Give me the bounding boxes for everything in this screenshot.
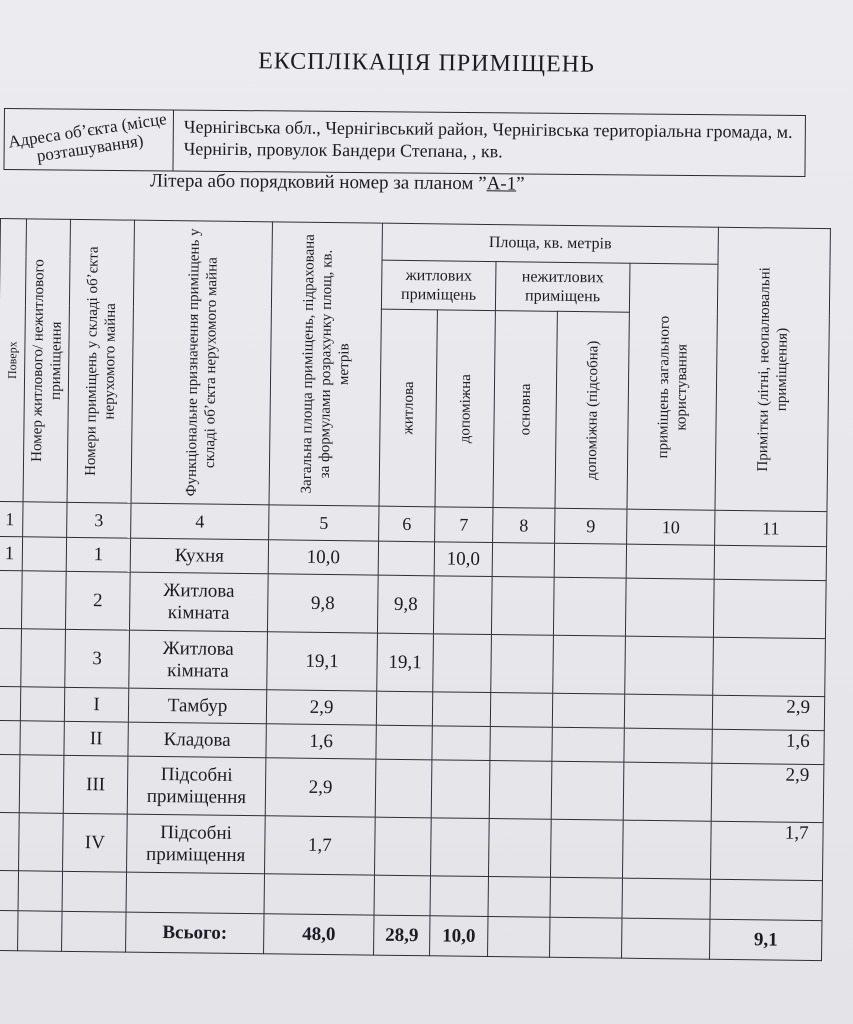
cell-purpose: Кладова (128, 722, 266, 758)
cell-total-area: 2,9 (266, 690, 376, 725)
cell-notes: 1,7 (711, 821, 824, 880)
cell-common (626, 544, 714, 579)
cell-room-no: I (64, 687, 128, 722)
header-notes: Примітки (літні, неопалювальні приміщення) (715, 227, 830, 511)
cell-room-no: 2 (65, 571, 130, 630)
cell-total-area: 9,8 (267, 574, 378, 633)
column-number: 7 (435, 507, 493, 543)
cell-living: 19,1 (377, 633, 434, 692)
cell-main (490, 693, 552, 728)
cell-main (490, 727, 552, 762)
header-common: приміщень загального користування (627, 263, 718, 510)
column-number: 11 (715, 510, 827, 546)
header-area-group: Площа, кв. метрів (382, 223, 718, 264)
cell-common (625, 636, 714, 695)
cell-total-area: 19,1 (267, 632, 378, 691)
cell-main (488, 877, 550, 918)
cell-utility (550, 819, 623, 878)
cell-main (491, 635, 554, 694)
cell-room-no: II (64, 721, 128, 756)
header-residential: житлових приміщень (381, 260, 496, 310)
column-number: 9 (555, 508, 627, 544)
cell-common (625, 578, 714, 637)
cell-aux (432, 726, 490, 761)
cell-notes: 2,9 (711, 763, 824, 822)
totals-empty (550, 917, 622, 958)
totals-notes: 9,1 (710, 919, 822, 960)
header-purpose: Функціональне призначення приміщень у складі об’єкта нерухомого майна (131, 220, 272, 505)
totals-aux: 10,0 (430, 916, 488, 957)
cell-unit (20, 687, 64, 722)
cell-unit (18, 871, 62, 912)
cell-common (624, 694, 712, 729)
cell-aux (430, 876, 488, 917)
address-label-cell (4, 109, 174, 170)
cell-floor (0, 754, 20, 812)
cell-utility (553, 635, 626, 694)
totals-empty (62, 911, 126, 952)
cell-aux (431, 760, 490, 819)
table-body (0, 536, 827, 920)
cell-main (492, 543, 554, 578)
header-unit-no: Номер житлового/ нежитлового приміщення (23, 219, 70, 503)
table-row (0, 570, 826, 638)
cell-floor: 1 (0, 536, 23, 570)
cell-unit (19, 755, 64, 814)
cell-floor (0, 570, 22, 628)
cell-floor (0, 812, 19, 870)
column-number: 6 (379, 506, 435, 542)
cell-notes: 2,9 (712, 695, 824, 730)
cell-living (376, 725, 432, 760)
cell-floor (0, 628, 21, 686)
cell-room-no: III (63, 755, 128, 814)
cell-room-no: 1 (66, 537, 130, 572)
cell-aux (433, 634, 492, 693)
cell-common (622, 820, 711, 879)
cell-purpose: Підсобні приміщення (127, 814, 266, 874)
cell-purpose: Тамбур (128, 688, 266, 724)
header-auxiliary: допоміжна (435, 310, 495, 508)
header-floor: Поверх (0, 219, 26, 502)
cell-common (623, 762, 712, 821)
cell-purpose: Житлова кімната (129, 572, 268, 632)
cell-living: 9,8 (377, 575, 434, 634)
explication-table (0, 218, 831, 961)
header-aux-utility: допоміжна (підсобна) (555, 311, 629, 509)
address-value: Чернігівська обл., Чернігівський район, Чернігівська територіальна громада, м. Чернігів, провулок Бандери Степана, , кв. (183, 116, 793, 162)
cell-living (375, 759, 432, 818)
cell-living (378, 541, 434, 576)
cell-utility (553, 577, 626, 636)
cell-unit (19, 813, 64, 872)
totals-empty (0, 910, 18, 950)
cell-total-area: 1,6 (266, 724, 376, 759)
cell-living (376, 691, 432, 726)
liter-value: А-1 (486, 173, 517, 195)
cell-unit (20, 721, 64, 756)
address-box (3, 108, 806, 177)
header-living: житлова (379, 309, 437, 507)
cell-notes (713, 637, 826, 696)
cell-room-no: 3 (65, 629, 130, 688)
document-title: ЕКСПЛІКАЦІЯ ПРИМІЩЕНЬ (258, 48, 595, 78)
cell-notes: 1,6 (712, 729, 824, 764)
cell-purpose: Житлова кімната (129, 630, 268, 690)
cell-purpose (126, 872, 264, 914)
cell-main (488, 819, 551, 878)
totals-total-area: 48,0 (264, 914, 374, 955)
liter-suffix: ” (516, 173, 525, 195)
column-number: 5 (269, 505, 379, 541)
cell-floor (0, 720, 20, 754)
column-number: 3 (67, 502, 131, 538)
cell-total-area (264, 874, 374, 915)
column-number: 10 (627, 509, 715, 545)
column-number: 4 (131, 503, 269, 540)
cell-main (491, 577, 554, 636)
cell-aux (430, 818, 489, 877)
cell-purpose: Кухня (130, 538, 268, 574)
cell-room-no: IV (63, 813, 128, 872)
cell-common (624, 728, 712, 763)
cell-notes (714, 545, 826, 580)
cell-total-area: 2,9 (265, 758, 376, 817)
cell-living (374, 875, 430, 916)
cell-unit (22, 537, 66, 572)
column-number: 1 (0, 501, 23, 536)
cell-floor (0, 870, 19, 910)
cell-utility (554, 543, 626, 578)
cell-total-area: 1,7 (265, 816, 376, 875)
cell-utility (552, 693, 624, 728)
column-number (23, 502, 67, 538)
cell-aux: 10,0 (434, 542, 492, 577)
totals-empty (18, 911, 62, 952)
column-number: 8 (493, 508, 555, 544)
cell-utility (552, 727, 624, 762)
liter-prefix: Літера або порядковий номер за планом ” (149, 170, 487, 195)
table-row (0, 812, 823, 880)
liter-line (150, 170, 525, 195)
cell-unit (21, 629, 66, 688)
cell-floor (0, 686, 21, 720)
cell-common (622, 878, 711, 919)
totals-empty (488, 917, 550, 958)
cell-utility (551, 761, 624, 820)
address-label: Адреса об’єкта (місце розташування) (6, 109, 168, 166)
cell-unit (21, 571, 66, 630)
cell-main (489, 761, 552, 820)
cell-aux (432, 692, 490, 727)
cell-total-area: 10,0 (268, 540, 378, 575)
cell-notes (710, 879, 822, 920)
header-main: основна (493, 311, 557, 509)
cell-notes (713, 579, 826, 638)
table-row (0, 628, 825, 696)
cell-utility (550, 877, 622, 918)
header-total-area: Загальна площа приміщень, підрахована за формулами розрахунку площ, кв. метрів (269, 222, 382, 506)
header-nonresidential: нежитлових приміщень (495, 262, 630, 313)
cell-purpose: Підсобні приміщення (127, 756, 266, 816)
explication-table-wrap (0, 218, 830, 961)
cell-room-no (62, 871, 126, 912)
totals-empty (622, 918, 711, 959)
totals-living: 28,9 (374, 915, 430, 956)
totals-label: Всього: (126, 912, 264, 954)
cell-aux (433, 576, 492, 635)
header-room-no: Номери приміщень у складі об’єкта нерухомого майна (67, 219, 134, 503)
table-row (0, 754, 824, 822)
cell-living (374, 817, 431, 876)
